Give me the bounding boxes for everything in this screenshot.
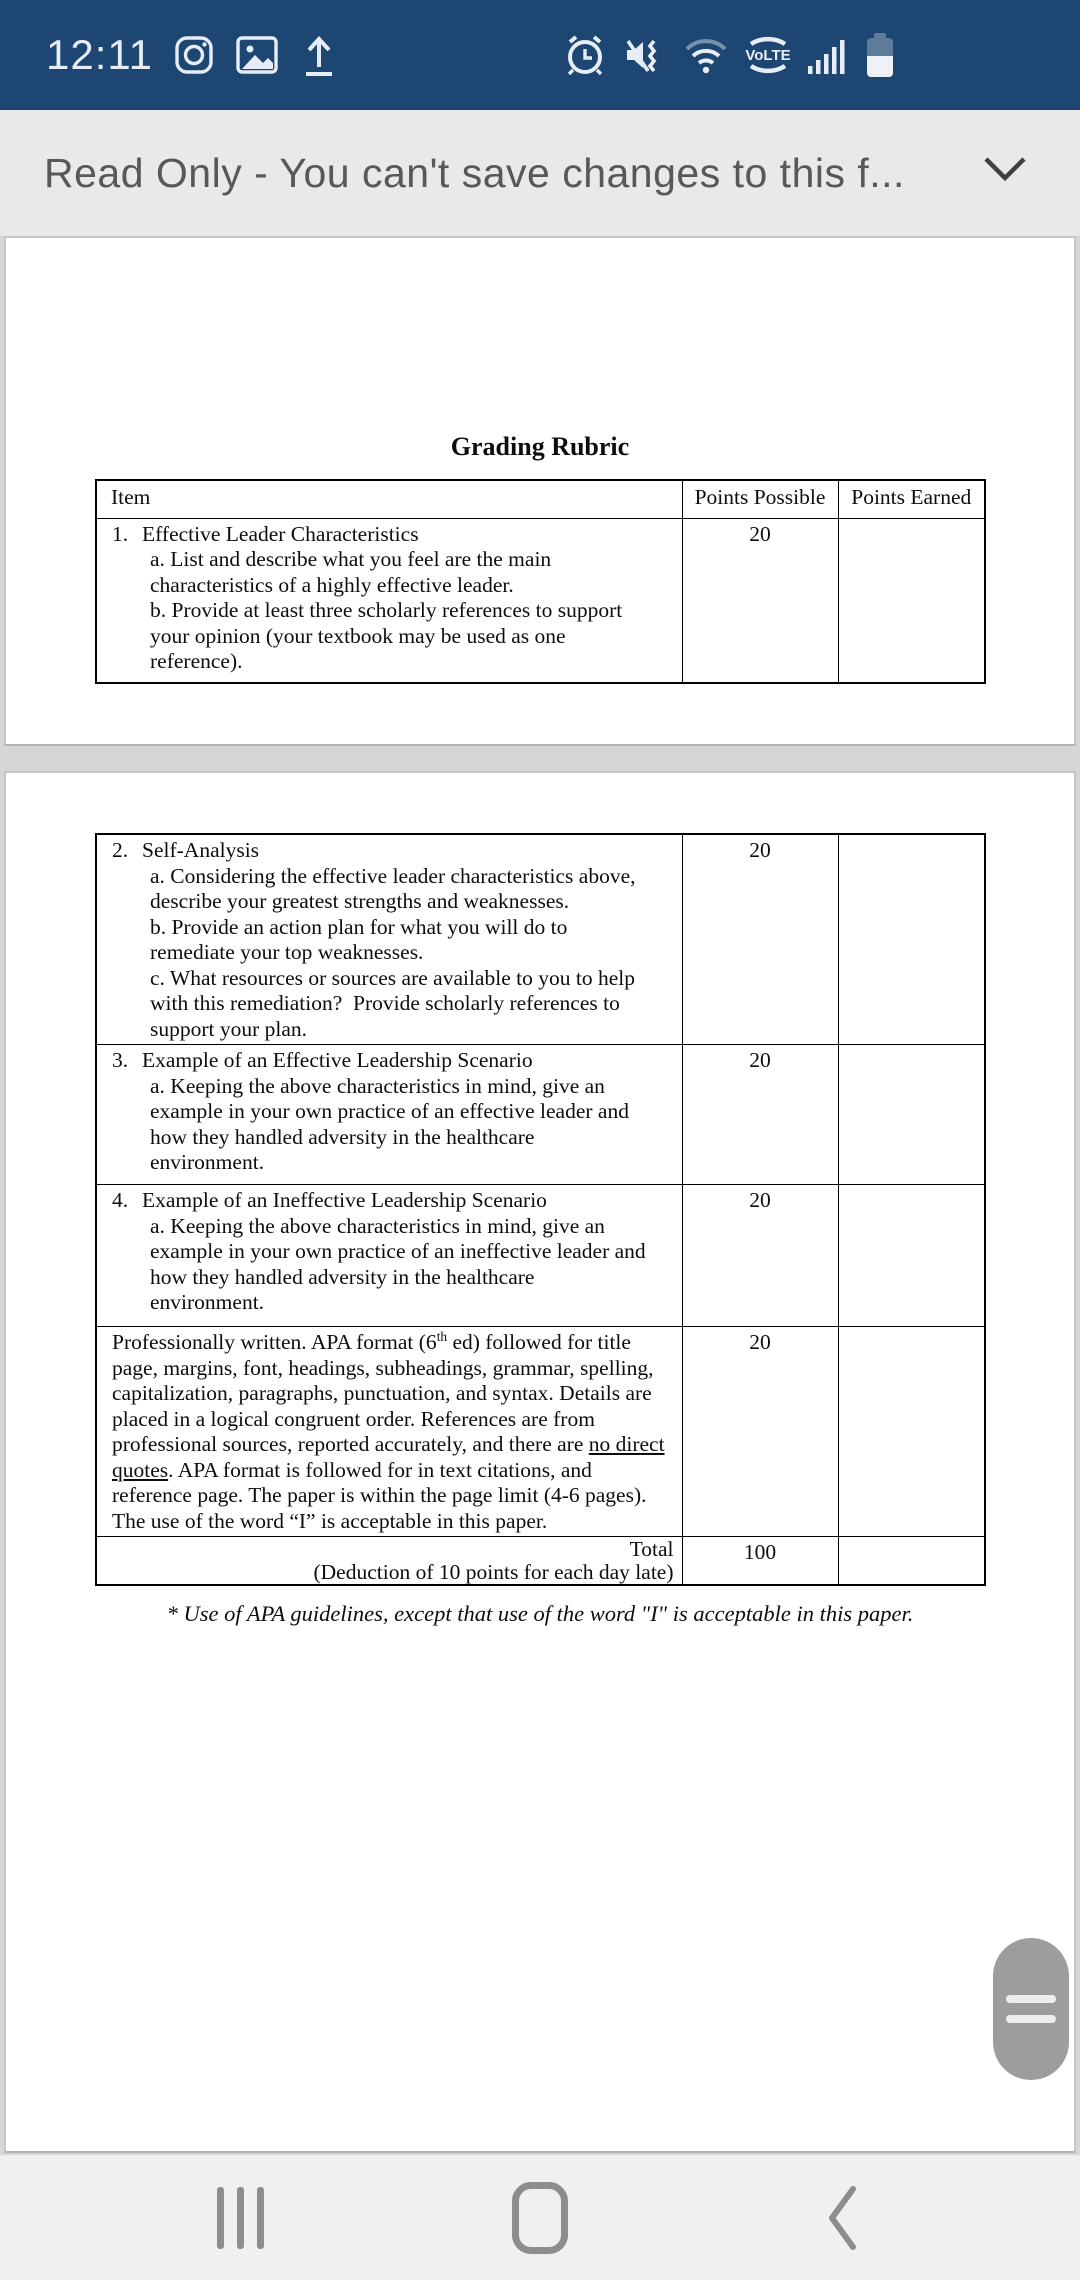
signal-strength-icon [806, 33, 850, 77]
item-cell: 1. Effective Leader Characteristics a. List and describe what you feel are the main characteristics of a highly effective leader. b. Provide at least three scholarly references to support your opinion (your textbook may be used as one reference). [96, 518, 682, 683]
document-title: Grading Rubric [450, 432, 630, 461]
points-possible-cell: 20 [682, 1185, 838, 1327]
document-page-1[interactable] [4, 236, 1076, 746]
item-cell: 4. Example of an Ineffective Leadership Scenario a. Keeping the above characteristics in mind, give an example in your own practice of an ineffective leader and how they handled adversity in the healthcare environment. [96, 1185, 682, 1327]
item-cell: Professionally written. APA format (6th ed) followed for title page, margins, font, headings, subheadings, grammar, spelling, capitalization, paragraphs, punctuation, and syntax. Details are placed in a logical congruent order. References are from professional sources, reported accurately, and there are no direct quotes. APA format is followed for in text citations, and reference page. The paper is within the page limit (4-6 pages). The use of the word “I” is acceptable in this paper. [96, 1327, 682, 1537]
instagram-icon [173, 34, 215, 76]
volte-icon [745, 32, 791, 78]
status-bar-right [562, 0, 895, 110]
upload-icon [299, 33, 339, 77]
rubric-header-cell: Points Possible [682, 480, 838, 518]
rubric-header-cell: Item [96, 480, 682, 518]
grading-rubric-table-page-1 [95, 479, 986, 684]
total-label-cell: Total (Deduction of 10 points for each day late) [96, 1537, 682, 1586]
item-cell: 3. Example of an Effective Leadership Scenario a. Keeping the above characteristics in mind, give an example in your own practice of an effective leader and how they handled adversity in the healthcare environment. [96, 1045, 682, 1185]
back-button[interactable] [762, 2155, 922, 2280]
status-bar-left [46, 0, 339, 110]
clock-text: 12:11 [46, 31, 153, 78]
battery-icon [865, 31, 895, 79]
rubric-row [96, 1045, 985, 1185]
rubric-row [96, 518, 985, 683]
wifi-icon [682, 34, 730, 76]
rubric-row [96, 1327, 985, 1537]
points-earned-cell [838, 834, 985, 1045]
home-button[interactable] [460, 2155, 620, 2280]
read-only-banner[interactable] [0, 110, 1080, 236]
home-icon [512, 2182, 568, 2254]
rubric-row [96, 834, 985, 1045]
points-earned-cell [838, 1185, 985, 1327]
document-page-2[interactable] [4, 771, 1076, 2153]
points-earned-cell [838, 1045, 985, 1185]
apa-footnote: * Use of APA guidelines, except that use of the word "I" is acceptable in this paper. [166, 1601, 914, 1626]
rubric-header-cell: Points Earned [838, 480, 985, 518]
total-points-earned-cell [838, 1537, 985, 1586]
back-icon [827, 2185, 857, 2251]
recents-button[interactable] [160, 2155, 320, 2280]
points-possible-cell: 20 [682, 834, 838, 1045]
total-points-possible-cell: 100 [682, 1537, 838, 1586]
rubric-row [96, 1185, 985, 1327]
points-earned-cell [838, 518, 985, 683]
chevron-down-icon[interactable] [982, 154, 1028, 189]
scroll-handle-grip-line [1006, 1995, 1056, 2003]
scroll-handle-grip-line [1006, 2015, 1056, 2023]
rubric-total-row [96, 1537, 985, 1586]
android-navigation-bar [0, 2155, 1080, 2280]
points-possible-cell: 20 [682, 1045, 838, 1185]
recents-icon [217, 2187, 264, 2249]
scrollbar-drag-handle[interactable] [993, 1938, 1069, 2080]
volte-label: VoLTE [745, 47, 791, 64]
alarm-icon [562, 32, 608, 78]
vibrate-mute-icon [623, 33, 667, 77]
read-only-banner-text: Read Only - You can't save changes to this f... [44, 149, 905, 196]
points-possible-cell: 20 [682, 518, 838, 683]
gallery-icon [235, 35, 279, 75]
status-bar [0, 0, 1080, 110]
rubric-header-row [96, 480, 985, 518]
item-cell: 2. Self-Analysis a. Considering the effective leader characteristics above, describe your greatest strengths and weaknesses. b. Provide an action plan for what you will do to remediate your top weaknesses. c. What resources or sources are available to you to help with this remediation? Provide scholarly references to support your plan. [96, 834, 682, 1045]
points-possible-cell: 20 [682, 1327, 838, 1537]
points-earned-cell [838, 1327, 985, 1537]
grading-rubric-table-page-2 [95, 833, 986, 1586]
